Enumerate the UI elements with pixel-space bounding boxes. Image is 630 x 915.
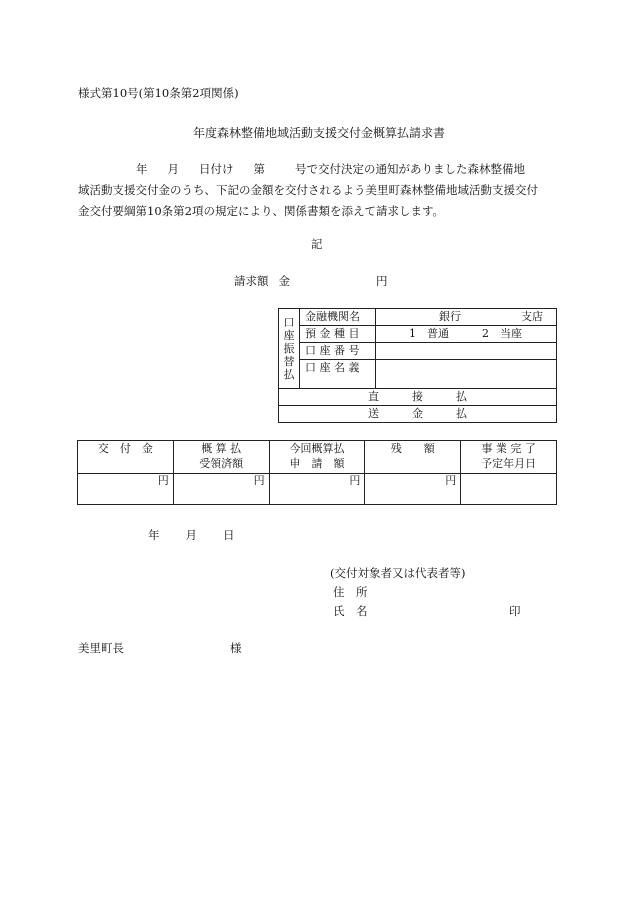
institution-label: 金融機関名 — [300, 309, 376, 326]
request-amount-cell[interactable]: 円 — [269, 474, 365, 505]
intro-paragraph — [78, 159, 563, 222]
account-name-label: 口 座 名 義 — [300, 360, 376, 389]
seal-mark: 印 — [509, 604, 521, 618]
intro-year: 年 — [136, 162, 148, 176]
request-yen: 円 — [376, 274, 388, 288]
received-amount-cell[interactable]: 円 — [173, 474, 269, 505]
addressee-town-head: 美里町長 — [78, 641, 124, 655]
header-received: 概 算 払 受領済額 — [173, 441, 269, 474]
applicant-role: (交付対象者又は代表者等) — [330, 566, 466, 580]
header-current-request: 今回概算払 申 請 額 — [269, 441, 365, 474]
header-completion-date: 事 業 完 了 予定年月日 — [461, 441, 557, 474]
account-transfer-side-label: 口 座 振 替 払 — [279, 309, 300, 389]
account-number-field[interactable] — [376, 343, 557, 360]
bank-transfer-table — [278, 308, 557, 423]
intro-line-1-rest: 号で交付決定の通知がありました森林整備地 — [295, 162, 525, 176]
header-grant: 交 付 金 — [78, 441, 174, 474]
header-balance: 残 額 — [365, 441, 461, 474]
amount-table — [77, 440, 557, 505]
account-name-field[interactable] — [376, 360, 557, 389]
deposit-type-label: 預 金 種 目 — [300, 326, 376, 343]
intro-line-1 — [78, 159, 563, 180]
name-label: 氏 名 — [333, 604, 368, 618]
intro-line-3: 金交付要綱第10条第2項の規定により、関係書類を添えて請求します。 — [78, 204, 445, 218]
date-line — [148, 528, 235, 542]
intro-month: 月 — [167, 162, 179, 176]
request-label: 請求額 — [234, 274, 269, 288]
account-number-label: 口 座 番 号 — [300, 343, 376, 360]
addressee-honorific: 様 — [230, 641, 242, 655]
request-kin: 金 — [278, 274, 290, 288]
grant-amount-cell[interactable]: 円 — [78, 474, 174, 505]
direct-payment-option[interactable]: 直 接 払 — [279, 389, 557, 406]
date-month: 月 — [185, 528, 197, 542]
deposit-options: 1 普通 2 当座 — [409, 327, 522, 340]
request-amount-line — [234, 274, 388, 288]
address-label: 住 所 — [333, 585, 368, 599]
remittance-payment-option[interactable]: 送 金 払 — [279, 406, 557, 423]
bank-word: 銀行 — [439, 310, 461, 323]
completion-date-cell[interactable] — [461, 474, 557, 505]
form-number: 様式第10号(第10条第2項関係) — [78, 86, 239, 100]
branch-word: 支店 — [521, 310, 543, 323]
date-year: 年 — [148, 528, 160, 542]
intro-line-2: 域活動支援交付金のうち、下記の金額を交付されるよう美里町森林整備地域活動支援交付 — [78, 183, 538, 197]
intro-no-prefix: 第 — [253, 162, 265, 176]
balance-amount-cell[interactable]: 円 — [365, 474, 461, 505]
document-title: 年度森林整備地域活動支援交付金概算払請求書 — [193, 126, 446, 140]
institution-field[interactable] — [376, 309, 557, 326]
ki-label: 記 — [311, 237, 323, 251]
deposit-type-field[interactable] — [376, 326, 557, 343]
intro-dated: 日付け — [199, 162, 234, 176]
date-day: 日 — [223, 528, 235, 542]
